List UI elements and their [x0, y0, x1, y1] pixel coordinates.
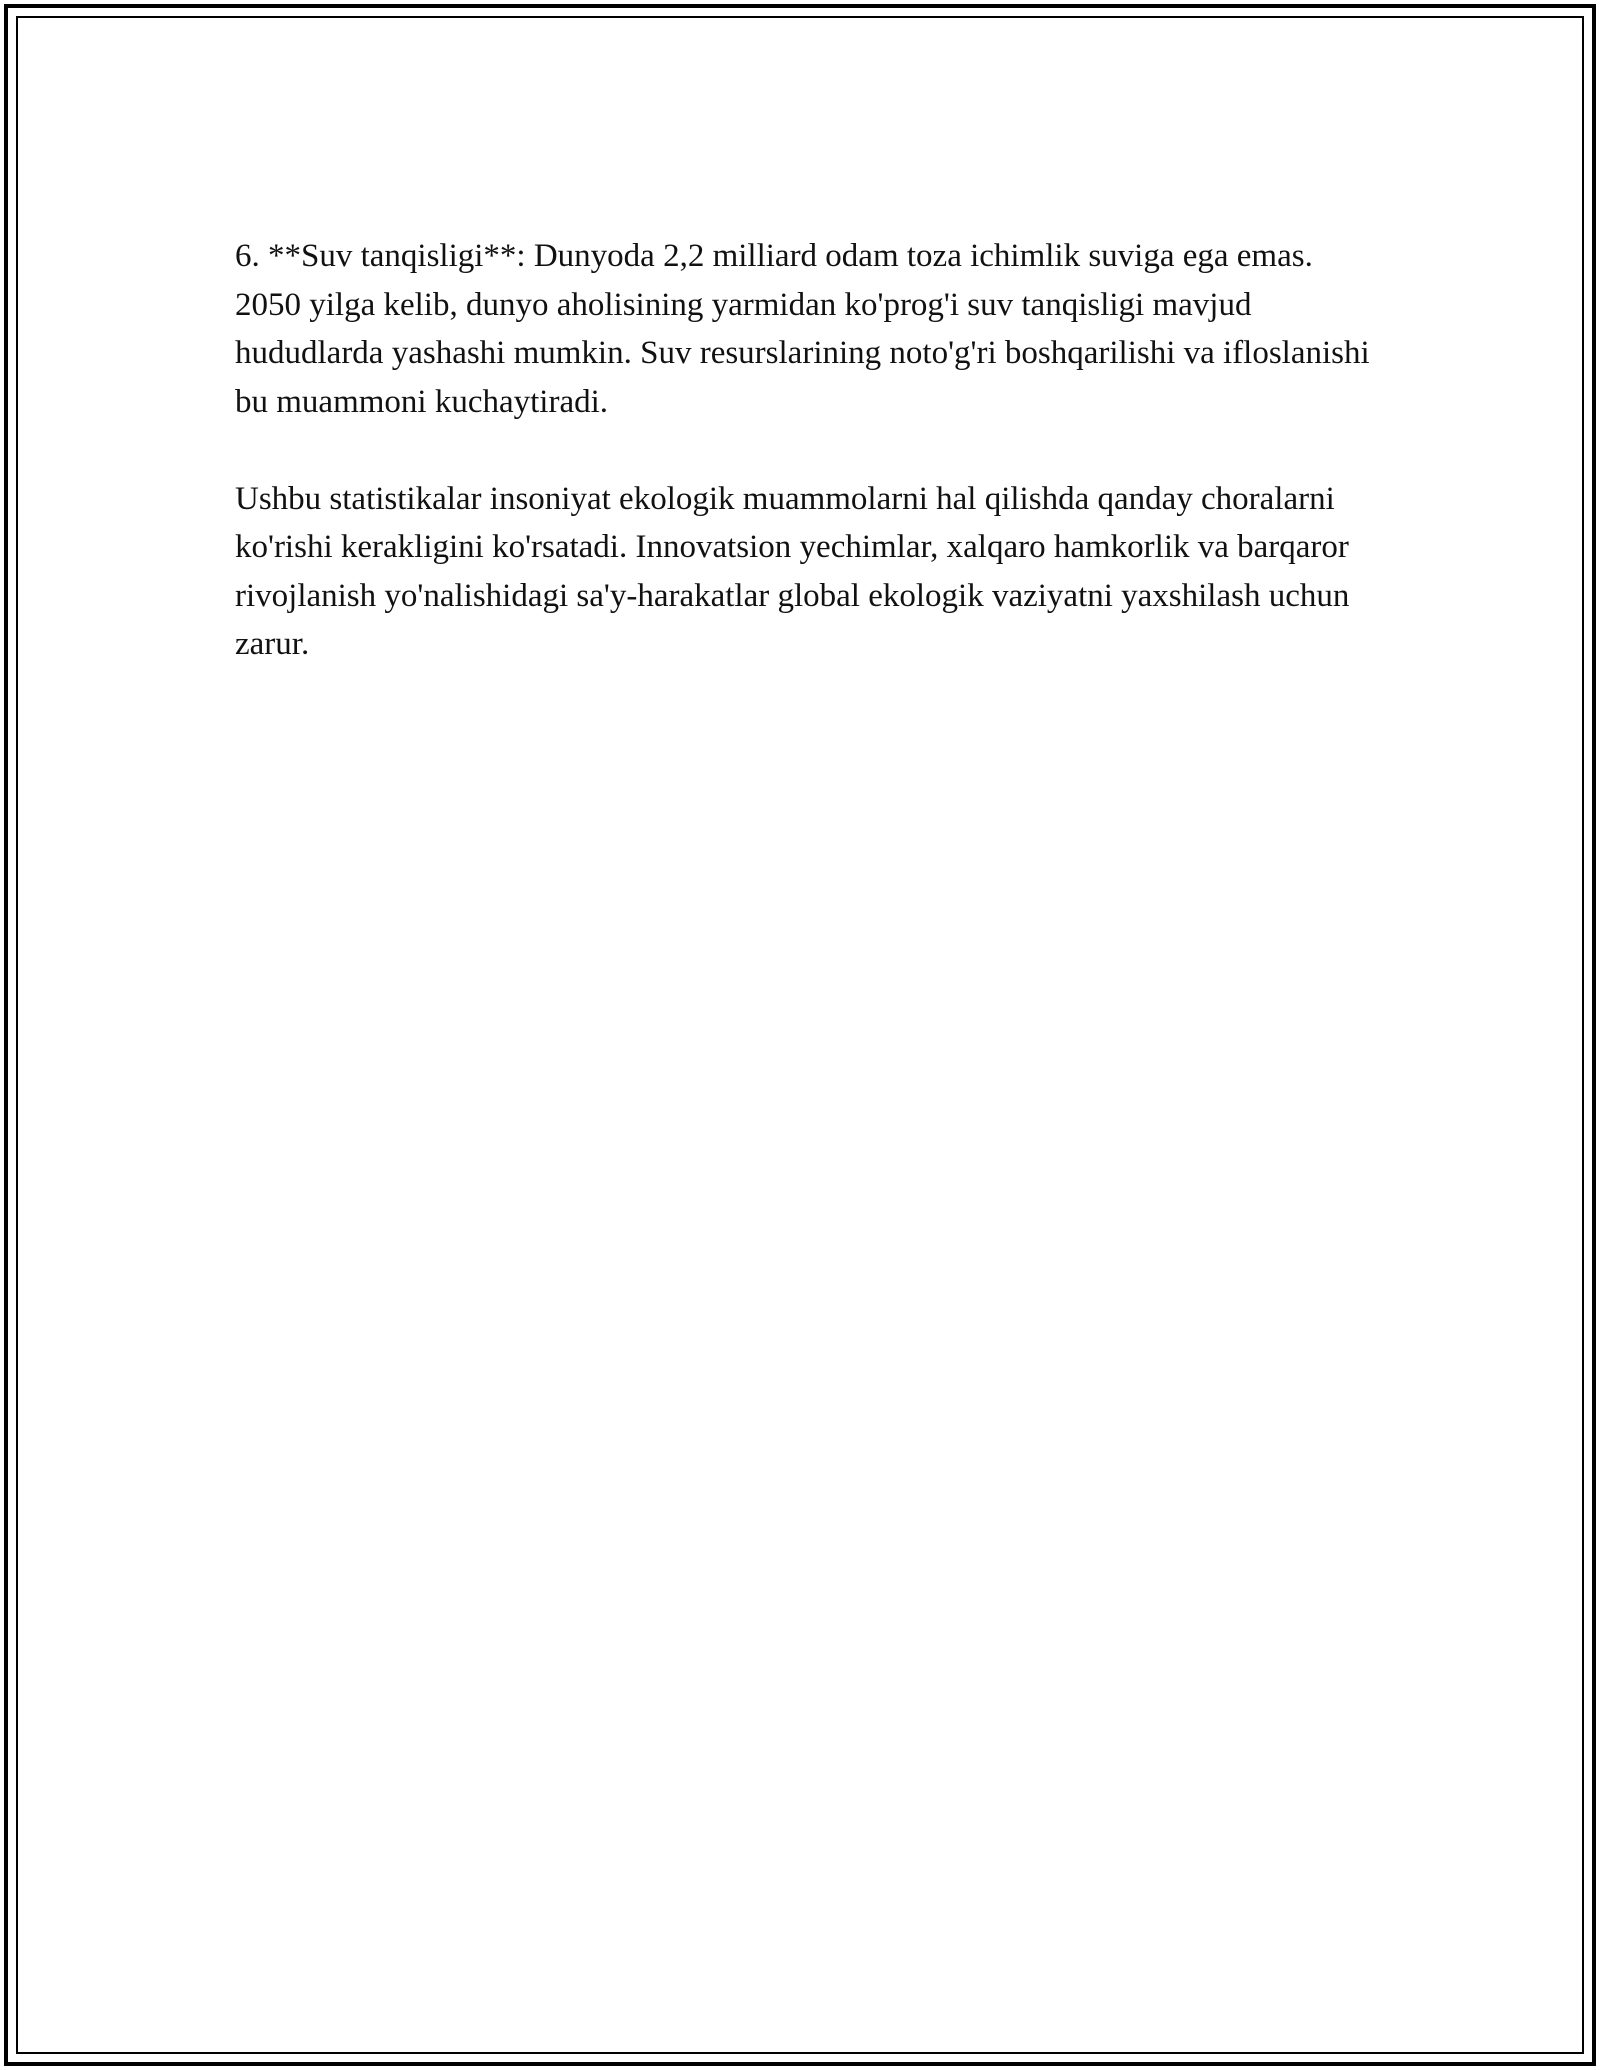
paragraph-conclusion: Ushbu statistikalar insoniyat ekologik muammolarni hal qilishda qanday choralarni ko'rishi kerakligini ko'rsatadi. Innovatsion yechimlar, xalqaro hamkorlik va barqaror rivojlanish yo'nalishidagi sa'y-harakatlar global ekologik vaziyatni yaxshilash uchun zarur. [235, 480, 1350, 662]
document-body [235, 232, 1375, 669]
paragraph-water-scarcity: 6. **Suv tanqisligi**: Dunyoda 2,2 milliard odam toza ichimlik suviga ega emas. 2050 yilga kelib, dunyo aholisining yarmidan ko'prog'i suv tanqisligi mavjud hududlarda yashashi mumkin. Suv resurslarining noto'g'ri boshqarilishi va ifloslanishi bu muammoni kuchaytiradi. [235, 238, 1370, 420]
